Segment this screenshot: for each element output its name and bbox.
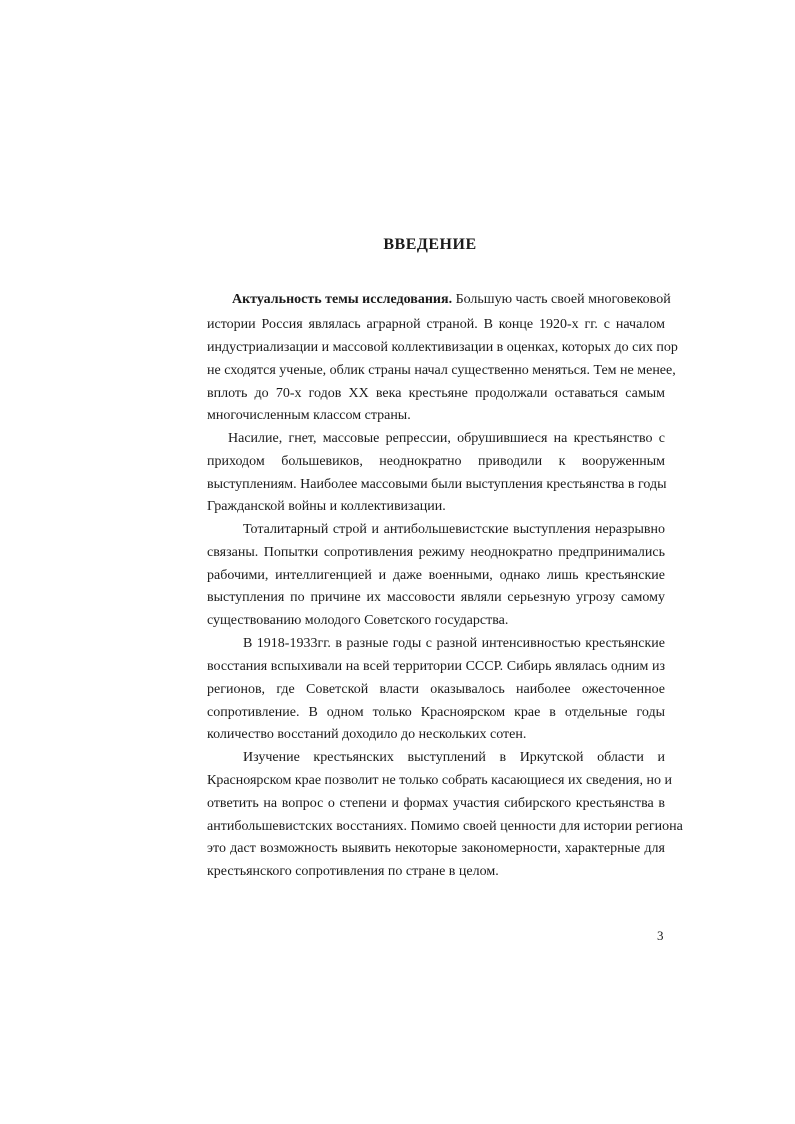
- paragraph-1-line-5: вплоть до 70-х годов XX века крестьяне продолжали оставаться самым: [207, 386, 665, 401]
- paragraph-text: Большую часть своей многовековой: [455, 292, 671, 307]
- paragraph-1-line-4: не сходятся ученые, облик страны начал существенно меняться. Тем не менее,: [207, 363, 676, 378]
- page-number: 3: [657, 928, 664, 943]
- paragraph-5-line-3: ответить на вопрос о степени и формах участия сибирского крестьянства в: [207, 796, 665, 811]
- paragraph-3-line-4: выступления по причине их массовости являли серьезную угрозу самому: [207, 590, 665, 605]
- paragraph-1-line-1: [232, 291, 671, 309]
- paragraph-5-line-6: крестьянского сопротивления по стране в целом.: [207, 864, 499, 879]
- relevance-lead: Актуальность темы исследования.: [232, 292, 453, 307]
- paragraph-3-line-5: существованию молодого Советского государства.: [207, 613, 509, 628]
- paragraph-5-line-1: Изучение крестьянских выступлений в Иркутской области и: [243, 750, 665, 765]
- paragraph-1-line-6: многочисленным классом страны.: [207, 408, 411, 423]
- paragraph-2-line-3: выступлениям. Наиболее массовыми были выступления крестьянства в годы: [207, 477, 667, 492]
- paragraph-4-line-3: регионов, где Советской власти оказывалось наиболее ожесточенное: [207, 682, 665, 697]
- page-title: ВВЕДЕНИЕ: [383, 236, 477, 253]
- paragraph-5-line-4: антибольшевистских восстаниях. Помимо своей ценности для истории региона: [207, 819, 683, 834]
- paragraph-2-line-1: Насилие, гнет, массовые репрессии, обрушившиеся на крестьянство с: [228, 431, 665, 446]
- paragraph-1-line-2: истории Россия являлась аграрной страной. В конце 1920-х гг. с началом: [207, 317, 665, 332]
- paragraph-3-line-2: связаны. Попытки сопротивления режиму неоднократно предпринимались: [207, 545, 665, 560]
- paragraph-4-line-4: сопротивление. В одном только Красноярском крае в отдельные годы: [207, 705, 665, 720]
- paragraph-4-line-2: восстания вспыхивали на всей территории СССР. Сибирь являлась одним из: [207, 659, 665, 674]
- paragraph-5-line-2: Красноярском крае позволит не только собрать касающиеся их сведения, но и: [207, 773, 672, 788]
- paragraph-4-line-1: В 1918-1933гг. в разные годы с разной интенсивностью крестьянские: [243, 636, 665, 651]
- paragraph-3-line-1: Тоталитарный строй и антибольшевистские выступления неразрывно: [243, 522, 665, 537]
- paragraph-5-line-5: это даст возможность выявить некоторые закономерности, характерные для: [207, 841, 665, 856]
- paragraph-1-line-3: индустриализации и массовой коллективизации в оценках, которых до сих пор: [207, 340, 678, 355]
- paragraph-2-line-2: приходом большевиков, неоднократно приводили к вооруженным: [207, 454, 665, 469]
- paragraph-3-line-3: рабочими, интеллигенцией и даже военными, однако лишь крестьянские: [207, 568, 665, 583]
- paragraph-4-line-5: количество восстаний доходило до нескольких сотен.: [207, 727, 527, 742]
- paragraph-2-line-4: Гражданской войны и коллективизации.: [207, 499, 446, 514]
